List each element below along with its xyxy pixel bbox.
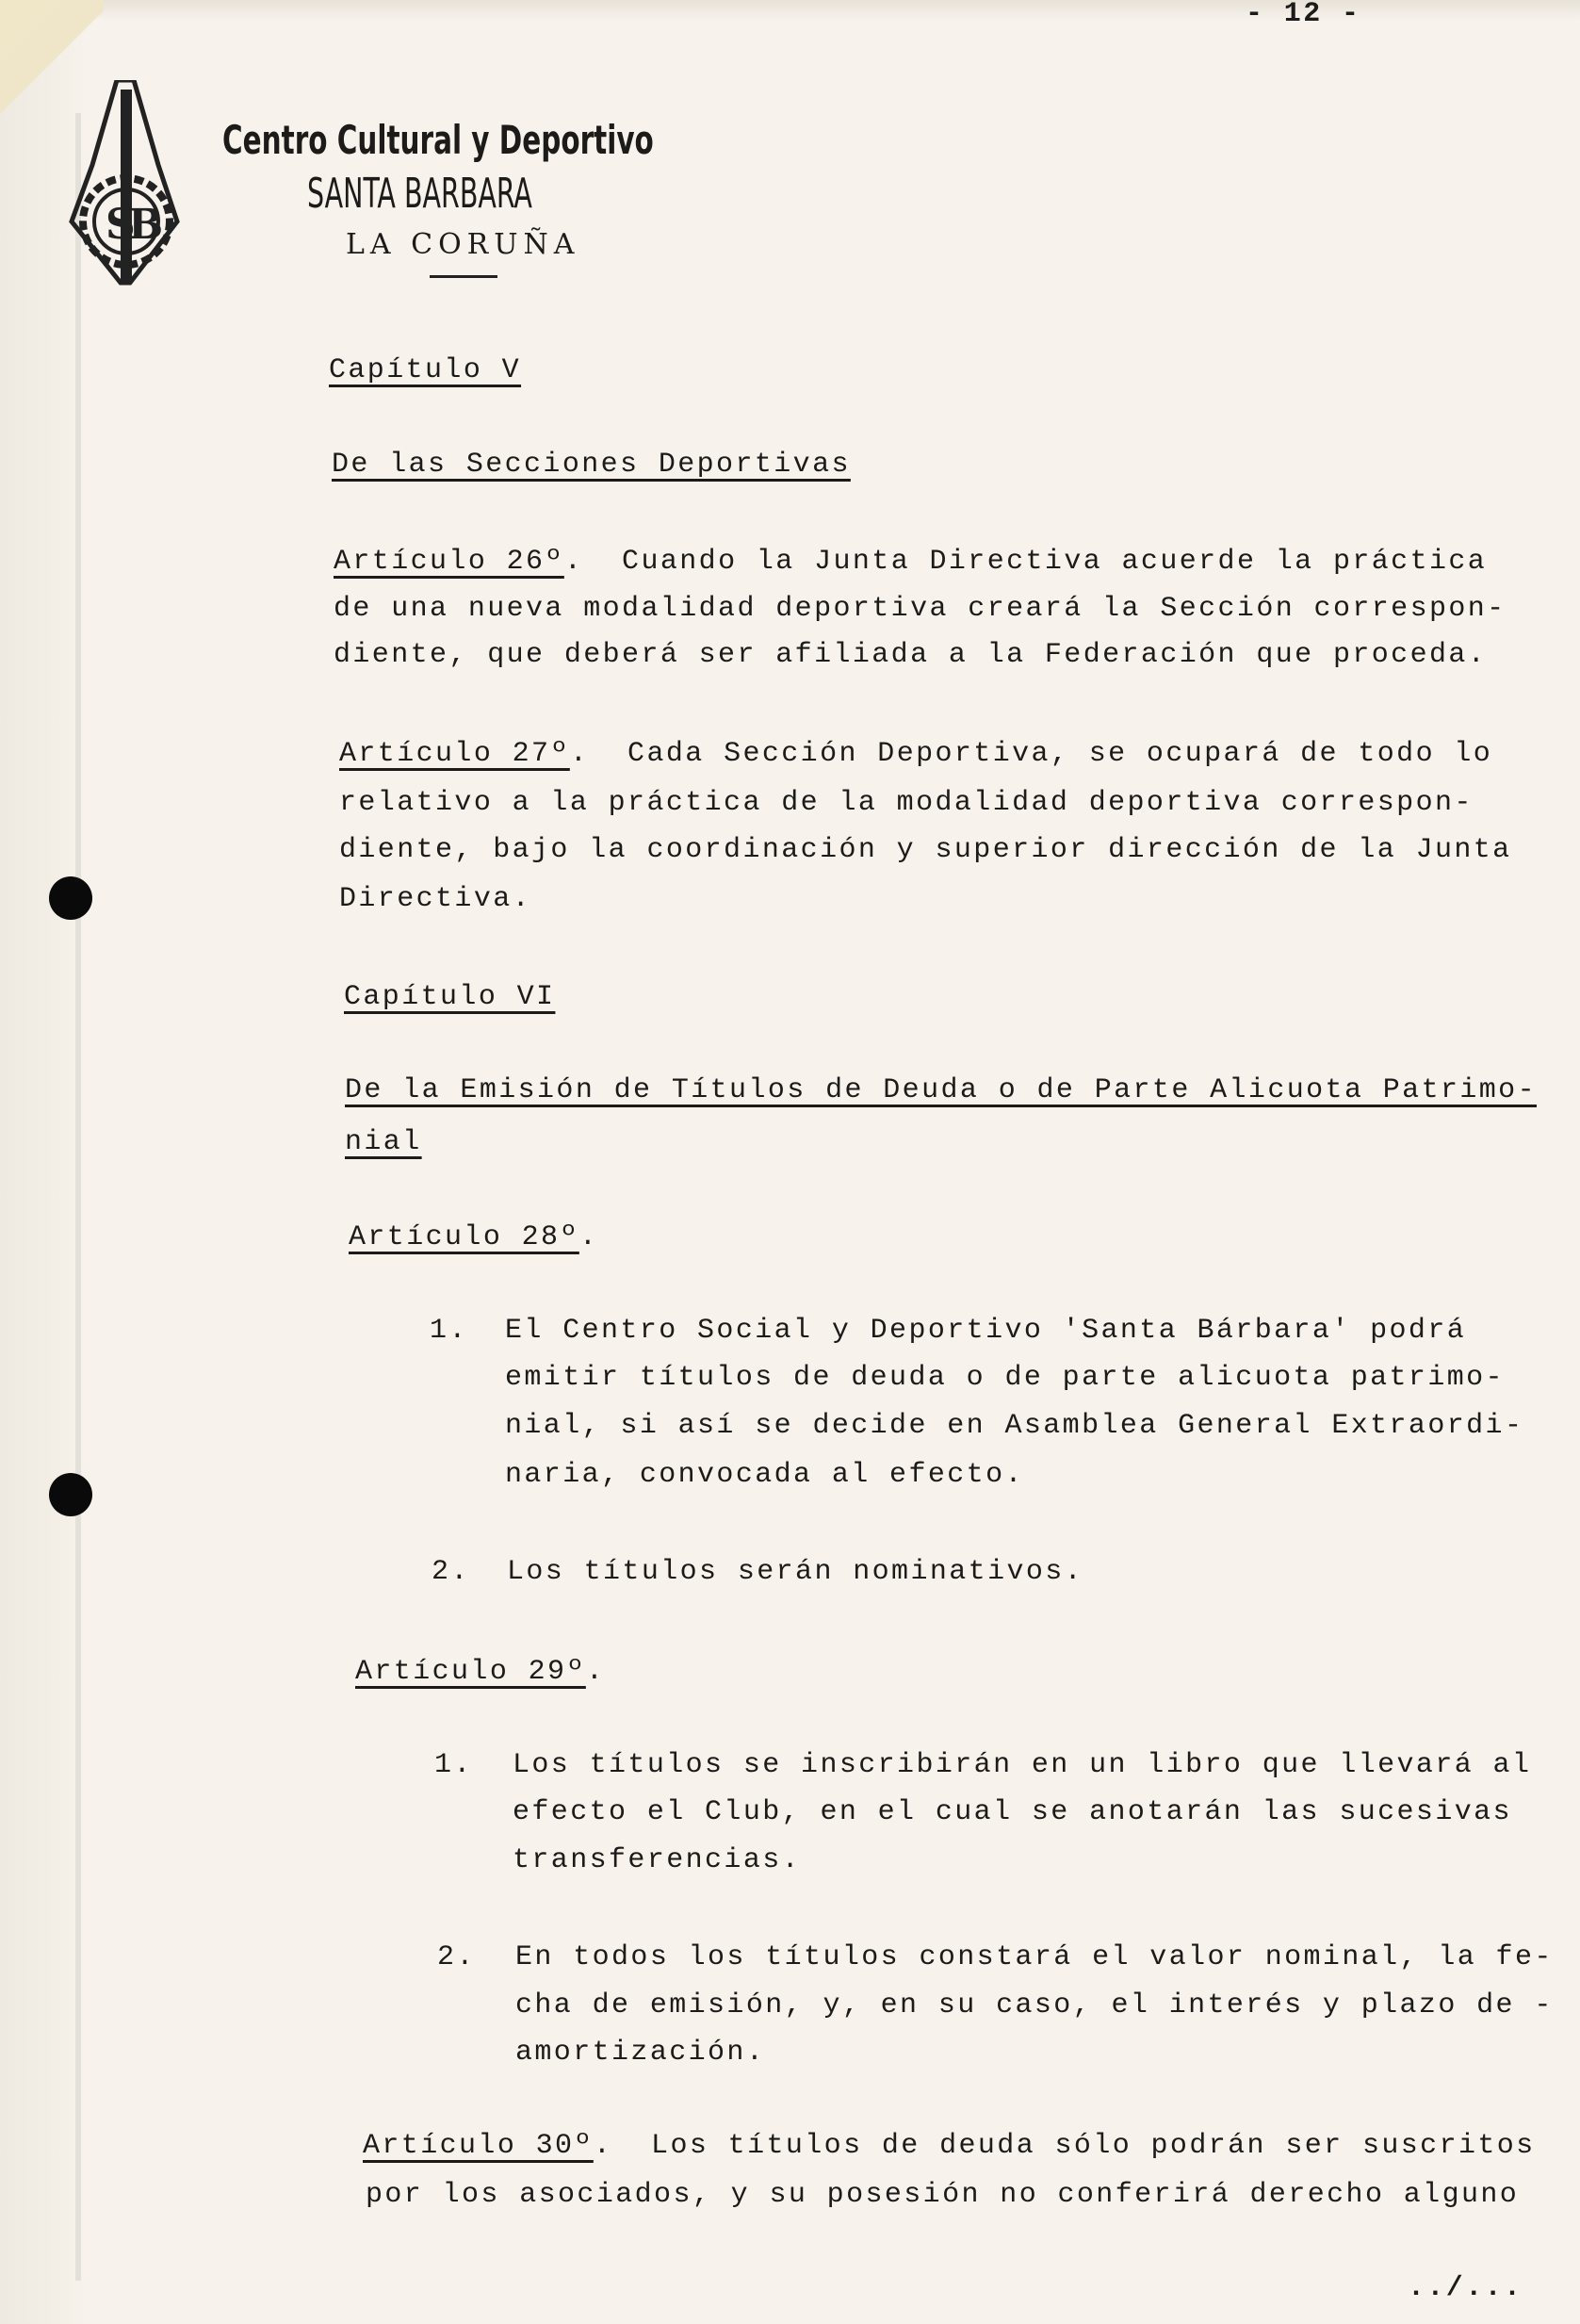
punch-hole — [49, 1473, 92, 1516]
item-line: En todos los títulos constará el valor nominal, la fe- — [515, 1941, 1554, 1973]
page-number: - 12 - — [1246, 0, 1361, 30]
article-27-line: Artículo 27º. Cada Sección Deportiva, se ocupará de todo lo — [339, 738, 1493, 770]
letterhead-rule — [430, 275, 497, 278]
item-line: cha de emisión, y, en su caso, el interés y plazo de - — [515, 1989, 1554, 2021]
article-label: Artículo 30º — [363, 2130, 594, 2162]
article-28-heading: Artículo 28º. — [349, 1221, 599, 1253]
page-edge — [0, 0, 85, 2324]
article-27-line: relativo a la práctica de la modalidad deportiva correspon- — [339, 787, 1474, 819]
club-logo-icon — [64, 80, 188, 292]
article-label: Artículo 26º — [334, 546, 564, 578]
item-line: nial, si así se decide en Asamblea General Extraordi- — [505, 1410, 1524, 1442]
item-line: amortización. — [515, 2037, 766, 2069]
svg-text:S: S — [106, 201, 136, 249]
article-29-heading: Artículo 29º. — [355, 1656, 606, 1688]
letterhead-club-name: SANTA BARBARA — [307, 170, 532, 218]
punch-hole — [49, 876, 92, 920]
chapter-title: Capítulo V — [329, 354, 522, 386]
item-number: 1. — [434, 1749, 473, 1781]
chapter-subtitle: nial — [345, 1126, 422, 1158]
item-line: naria, convocada al efecto. — [505, 1459, 1024, 1491]
chapter-subtitle: De la Emisión de Títulos de Deuda o de Parte Alicuota Patrimo- — [345, 1074, 1537, 1106]
letterhead-club-type: Centro Cultural y Deportivo — [222, 117, 654, 163]
binding-shadow — [75, 113, 81, 2281]
article-27-line: diente, bajo la coordinación y superior dirección de la Junta — [339, 834, 1512, 866]
article-26-line: Artículo 26º. Cuando la Junta Directiva acuerde la práctica — [334, 546, 1488, 578]
item-number: 2. — [432, 1556, 470, 1588]
item-line: transferencias. — [513, 1844, 802, 1876]
item-line: emitir títulos de deuda o de parte alicuota patrimo- — [505, 1362, 1505, 1394]
chapter-subtitle: De las Secciones Deportivas — [332, 449, 851, 481]
article-27-line: Directiva. — [339, 883, 532, 915]
article-label: Artículo 27º — [339, 738, 570, 770]
continuation-mark: ../... — [1408, 2272, 1523, 2304]
svg-text:B: B — [128, 201, 164, 249]
item-number: 2. — [437, 1941, 476, 1973]
article-30-line: Artículo 30º. Los títulos de deuda sólo podrán ser suscritos — [363, 2130, 1536, 2162]
article-30-line: por los asociados, y su posesión no conferirá derecho alguno — [366, 2179, 1520, 2211]
item-number: 1. — [430, 1315, 468, 1347]
item-line: El Centro Social y Deportivo 'Santa Bárbara' podrá — [505, 1315, 1467, 1347]
chapter-title: Capítulo VI — [344, 981, 556, 1013]
article-26-line: de una nueva modalidad deportiva creará la Sección correspon- — [334, 593, 1507, 625]
article-26-line: diente, que deberá ser afiliada a la Federación que proceda. — [334, 639, 1488, 671]
item-line: Los títulos serán nominativos. — [507, 1556, 1084, 1588]
letterhead-city: LA CORUÑA — [346, 228, 580, 261]
item-line: Los títulos se inscribirán en un libro que llevará al — [513, 1749, 1532, 1781]
item-line: efecto el Club, en el cual se anotarán las sucesivas — [513, 1796, 1512, 1828]
